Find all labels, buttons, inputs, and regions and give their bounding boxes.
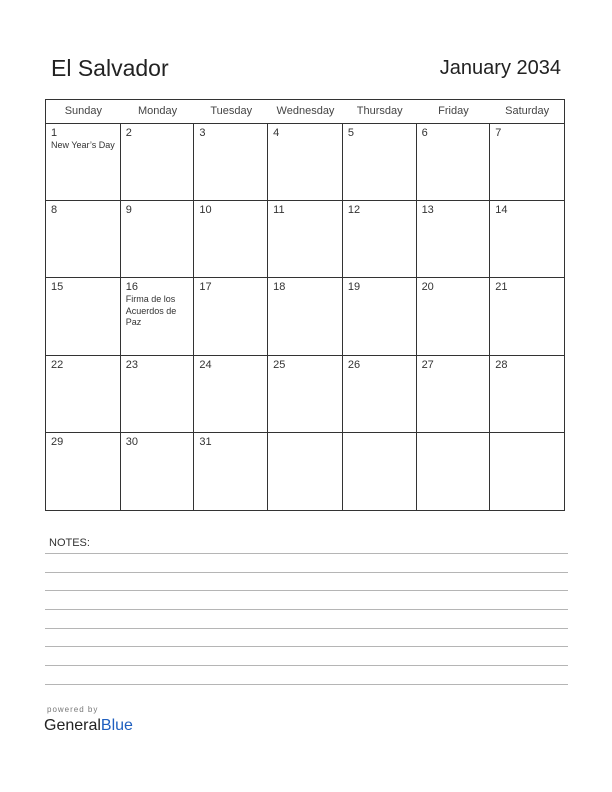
day-number: 18 [273,281,286,294]
day-number: 25 [273,358,286,371]
day-cell[interactable] [194,201,268,278]
day-number: 29 [51,435,64,448]
day-cell[interactable] [121,124,195,201]
holiday-label: Firma de los Acuerdos de Paz [125,294,177,328]
logo-blue: Blue [100,717,133,734]
day-number: 3 [199,127,206,139]
day-cell[interactable] [417,278,491,355]
day-cell[interactable] [343,124,417,201]
powered-by-text: powered by [47,705,99,714]
note-line [45,572,568,573]
day-cell[interactable] [417,356,491,433]
weekday-header: Monday [121,100,195,124]
page-title: El Salvador [51,55,169,81]
day-number: 27 [421,358,434,371]
calendar-grid [45,99,565,511]
day-cell[interactable] [268,201,343,278]
day-number: 7 [495,127,502,139]
day-number: 24 [199,358,212,371]
day-number: 12 [347,204,361,217]
day-cell[interactable] [194,124,268,201]
weekday-header: Sunday [46,100,121,124]
day-number: 8 [51,204,58,217]
day-number: 10 [199,204,212,217]
day-cell[interactable] [343,356,417,433]
day-number: 13 [421,204,434,217]
day-cell[interactable] [46,124,121,201]
logo-general: General [44,717,101,734]
weekday-header: Wednesday [268,100,343,124]
weekday-header: Thursday [343,100,417,124]
day-cell[interactable] [194,278,268,355]
day-cell[interactable] [343,201,417,278]
day-cell[interactable] [46,356,121,433]
day-number: 22 [51,358,64,371]
day-cell[interactable] [417,433,491,510]
day-number: 23 [125,358,138,371]
day-cell[interactable] [490,278,564,355]
day-cell[interactable] [46,201,121,278]
day-number: 17 [199,281,212,294]
day-cell[interactable] [46,278,121,355]
day-cell[interactable] [268,433,343,510]
day-number: 21 [495,281,508,294]
day-cell[interactable] [46,433,121,510]
note-line [45,684,568,685]
notes-label: NOTES: [49,537,90,549]
day-number: 11 [273,204,285,217]
day-cell[interactable] [268,124,343,201]
day-number: 2 [125,127,132,139]
day-cell[interactable] [343,433,417,510]
day-cell[interactable] [194,356,268,433]
day-number: 28 [495,358,508,371]
day-number: 6 [421,127,428,139]
day-cell[interactable] [121,433,195,510]
day-cell[interactable] [194,433,268,510]
day-cell[interactable] [343,278,417,355]
note-line [45,590,568,591]
day-cell[interactable] [121,356,195,433]
day-number: 4 [273,127,280,139]
day-cell[interactable] [490,433,564,510]
note-line [45,646,568,647]
day-number: 9 [125,204,132,217]
day-cell[interactable] [490,201,564,278]
day-number: 19 [347,281,361,294]
day-number: 16 [125,281,138,294]
note-line [45,665,568,666]
weekday-header: Saturday [490,100,564,124]
day-number: 20 [421,281,434,294]
day-cell[interactable] [121,201,195,278]
day-number: 5 [347,127,354,139]
day-cell[interactable] [268,278,343,355]
weekday-header: Tuesday [194,100,268,124]
day-number: 30 [125,435,138,448]
note-line [45,628,568,629]
month-title: January 2034 [439,57,561,79]
day-cell[interactable] [417,201,491,278]
day-cell[interactable] [490,124,564,201]
day-number: 31 [199,435,212,448]
holiday-label: New Year’s Day [51,140,115,150]
note-line [45,553,568,554]
day-cell[interactable] [417,124,491,201]
generalblue-logo[interactable] [44,717,133,735]
day-number: 1 [51,127,58,139]
note-line [45,609,568,610]
weekday-header: Friday [417,100,491,124]
day-cell[interactable] [121,278,195,355]
day-number: 15 [51,281,64,294]
day-number: 26 [347,358,361,371]
day-number: 14 [495,204,508,217]
day-cell[interactable] [268,356,343,433]
day-cell[interactable] [490,356,564,433]
